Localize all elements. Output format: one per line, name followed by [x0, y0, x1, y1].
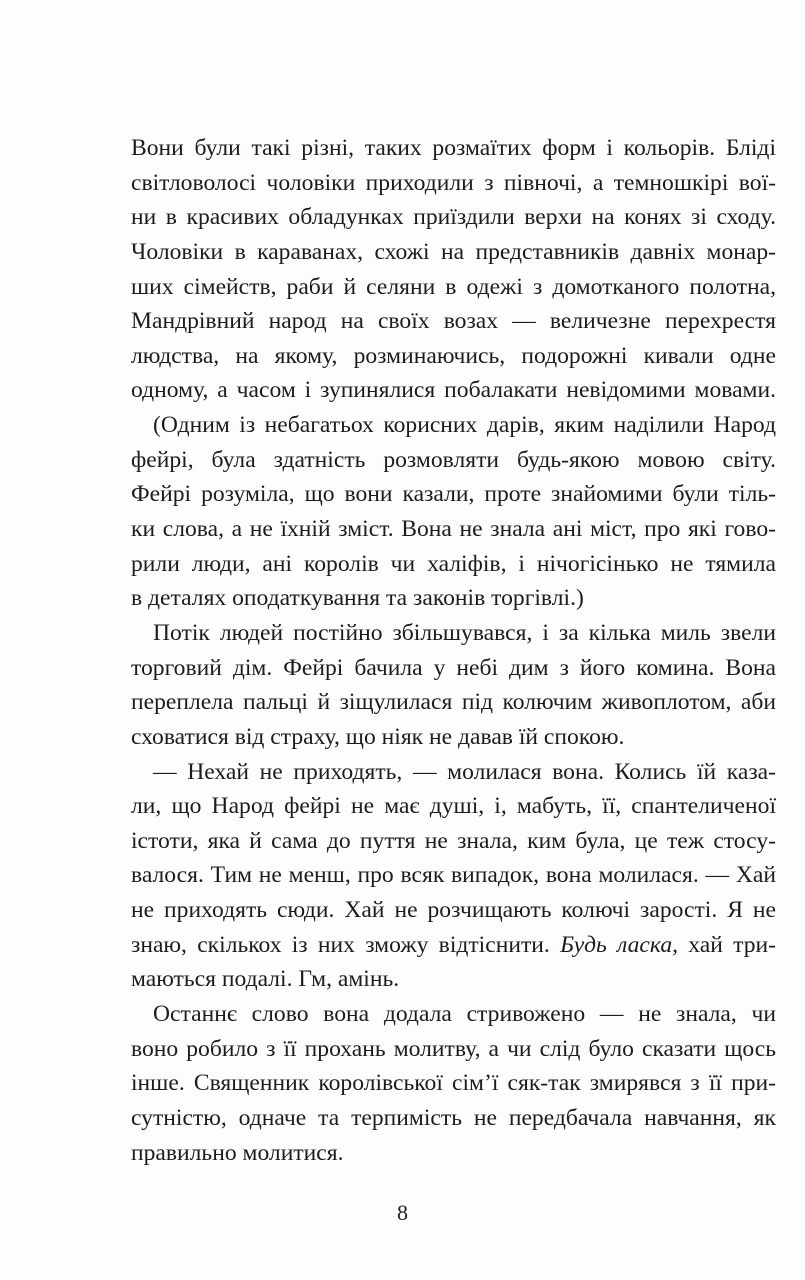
text-segment: людства, на якому, розминаючись, подорожні кивали одне [131, 342, 776, 369]
text-segment: знаю, скількох із них зможу відтіснити. [131, 931, 561, 958]
text-line [131, 928, 776, 963]
text-segment: Мандрівний народ на своїх возах — величезне перехрестя [131, 308, 776, 335]
text-line [131, 616, 776, 651]
text-segment: торговий дім. Фейрі бачила у небі дим з його комина. Вона [131, 654, 776, 681]
text-segment: Вони були такі різні, таких розмаїтих форм і кольорів. Бліді [131, 135, 776, 161]
text-line [131, 547, 776, 582]
text-line [131, 200, 776, 235]
page-number: 8 [397, 1200, 408, 1225]
text-segment: маються подалі. Гм, амінь. [131, 966, 400, 993]
text-segment: світловолосі чоловіки приходили з півночі, а темношкірі вої- [131, 169, 776, 196]
text-line [131, 1136, 776, 1171]
text-segment: Чоловіки в караванах, схожі на представників давніх монар- [131, 238, 776, 265]
text-segment: валося. Тим не менш, про всяк випадок, вона молилася. — Хай [131, 862, 776, 889]
text-segment: переплела пальці й зіщулилася під колючим живоплотом, аби [131, 689, 776, 716]
text-segment: в деталях оподаткування та законів торгівлі.) [131, 585, 584, 612]
text-segment: істоти, яка й сама до пуття не знала, ким була, це теж стосу- [131, 827, 776, 854]
text-segment: ших сімейств, раби й селяни в одежі з домотканого полотна, [131, 273, 776, 300]
text-segment: не приходять сюди. Хай не розчищають колючі зарості. Я не [131, 897, 776, 924]
text-line [131, 339, 776, 374]
text-segment: ни в красивих обладунках приїздили верхи на конях зі сходу. [131, 204, 776, 231]
text-line [131, 477, 776, 512]
text-line [131, 755, 776, 790]
text-segment: (Одним із небагатьох корисних дарів, яким наділили Народ [153, 412, 776, 439]
text-segment: сутністю, одначе та терпимість не передбачала навчання, як [131, 1104, 776, 1131]
text-segment: Останнє слово вона додала стривожено — не знала, чи [153, 1001, 776, 1028]
italic-text: Будь ласка, [560, 931, 679, 958]
text-line [131, 408, 776, 443]
text-line [131, 131, 776, 166]
text-segment: рили люди, ані королів чи халіфів, і нічогісінько не тямила [131, 550, 776, 577]
text-line [131, 893, 776, 928]
text-segment: Фейрі розуміла, що вони казали, проте знайомими були тіль- [131, 481, 776, 508]
text-line [131, 1032, 776, 1067]
text-segment: інше. Священник королівської сім’ї сяк-так змирявся з її при- [131, 1070, 776, 1097]
text-line [131, 824, 776, 859]
text-line [131, 235, 776, 270]
text-line [131, 1101, 776, 1136]
text-segment: правильно молитися. [131, 1139, 344, 1166]
text-segment: ки слова, а не їхній зміст. Вона не знала ані міст, про які гово- [131, 516, 776, 543]
text-line [131, 685, 776, 720]
text-segment: — Нехай не приходять, — молилася вона. Колись їй каза- [153, 758, 776, 785]
text-line [131, 720, 776, 755]
text-line [131, 651, 776, 686]
text-segment: хай три- [678, 931, 776, 958]
body-text [131, 131, 776, 1170]
text-segment: сховатися від страху, що ніяк не давав їй спокою. [131, 723, 625, 750]
text-segment: Потік людей постійно збільшувався, і за кілька миль звели [153, 619, 776, 646]
text-line [131, 997, 776, 1032]
text-line [131, 373, 776, 408]
text-line [131, 443, 776, 478]
text-line [131, 166, 776, 201]
text-line [131, 512, 776, 547]
text-segment: воно робило з її прохань молитву, а чи слід було сказати щось [131, 1035, 776, 1062]
text-segment: одному, а часом і зупинялися побалакати невідомими мовами. [131, 377, 776, 404]
text-line [131, 1066, 776, 1101]
text-line [131, 962, 776, 997]
text-segment: фейрі, була здатність розмовляти будь-якою мовою світу. [131, 446, 776, 473]
text-line [131, 789, 776, 824]
text-line [131, 581, 776, 616]
text-line [131, 858, 776, 893]
text-segment: ли, що Народ фейрі не має душі, і, мабуть, її, спантеличеної [131, 793, 776, 820]
text-line [131, 304, 776, 339]
text-line [131, 270, 776, 305]
